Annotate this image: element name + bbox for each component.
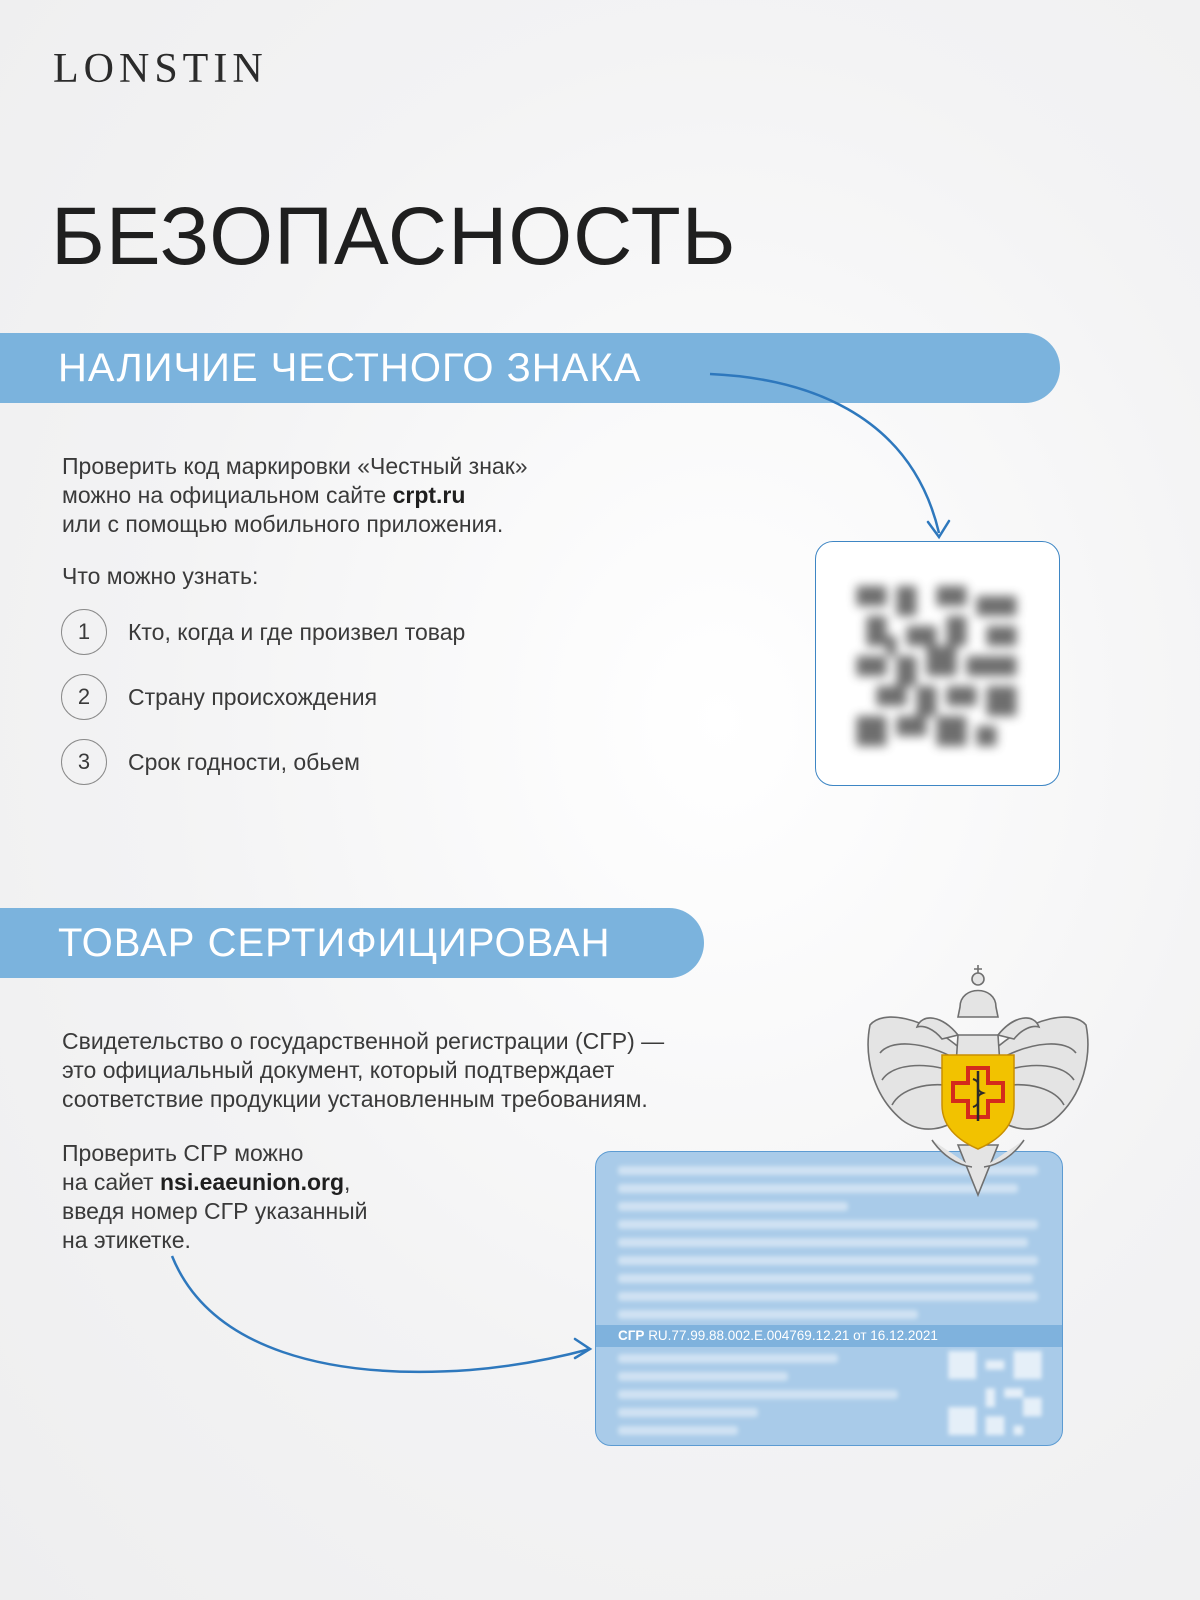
section2-description <box>62 1027 664 1114</box>
description-line: соответствие продукции установленным требованиям. <box>62 1086 648 1112</box>
list-item-text: Срок годности, обьем <box>128 749 360 775</box>
page-title: БЕЗОПАСНОСТЬ <box>51 191 737 282</box>
description-line: введя номер СГР указанный <box>62 1198 368 1224</box>
sgr-label: СГР <box>618 1328 645 1343</box>
list-number-badge: 1 <box>61 609 107 655</box>
crpt-link[interactable]: crpt.ru <box>392 482 466 508</box>
sgr-date-prefix: от <box>853 1328 867 1343</box>
description-line: на этикетке. <box>62 1227 191 1253</box>
label-qr-icon <box>946 1351 1044 1435</box>
section2-title: ТОВАР СЕРТИФИЦИРОВАН <box>58 921 611 965</box>
section1-description <box>62 452 528 539</box>
list-number-badge: 3 <box>61 739 107 785</box>
description-line: или с помощью мобильного приложения. <box>62 511 504 537</box>
qr-card <box>815 541 1060 786</box>
description-text: , <box>344 1169 351 1195</box>
qr-code-icon <box>854 586 1019 746</box>
description-line: это официальный документ, который подтверждает <box>62 1057 615 1083</box>
description-line: Проверить СГР можно <box>62 1140 304 1166</box>
eaeunion-link[interactable]: nsi.eaeunion.org <box>159 1169 345 1195</box>
emblem-icon <box>862 955 1094 1215</box>
section1-banner <box>0 333 1060 403</box>
list-number-badge: 2 <box>61 674 107 720</box>
brand-logo: LONSTIN <box>53 46 268 92</box>
description-line: Свидетельство о государственной регистрации (СГР) — <box>62 1028 665 1054</box>
description-text: можно на официальном сайте <box>62 482 393 508</box>
sgr-number-strip <box>596 1325 1062 1347</box>
section1-title: НАЛИЧИЕ ЧЕСТНОГО ЗНАКА <box>58 346 642 390</box>
section2-banner <box>0 908 704 978</box>
what-you-learn-heading: Что можно узнать: <box>62 563 259 589</box>
description-line: Проверить код маркировки «Честный знак» <box>62 453 528 479</box>
sgr-date: 16.12.2021 <box>870 1328 938 1343</box>
description-line <box>62 1168 368 1197</box>
sgr-number: RU.77.99.88.002.Е.004769.12.21 <box>648 1328 850 1343</box>
list-item-text: Кто, когда и где произвел товар <box>128 619 466 645</box>
sgr-check-text <box>62 1139 368 1255</box>
description-text: на сайет <box>62 1169 160 1195</box>
description-line <box>62 481 528 510</box>
list-item-text: Страну происхождения <box>128 684 378 710</box>
